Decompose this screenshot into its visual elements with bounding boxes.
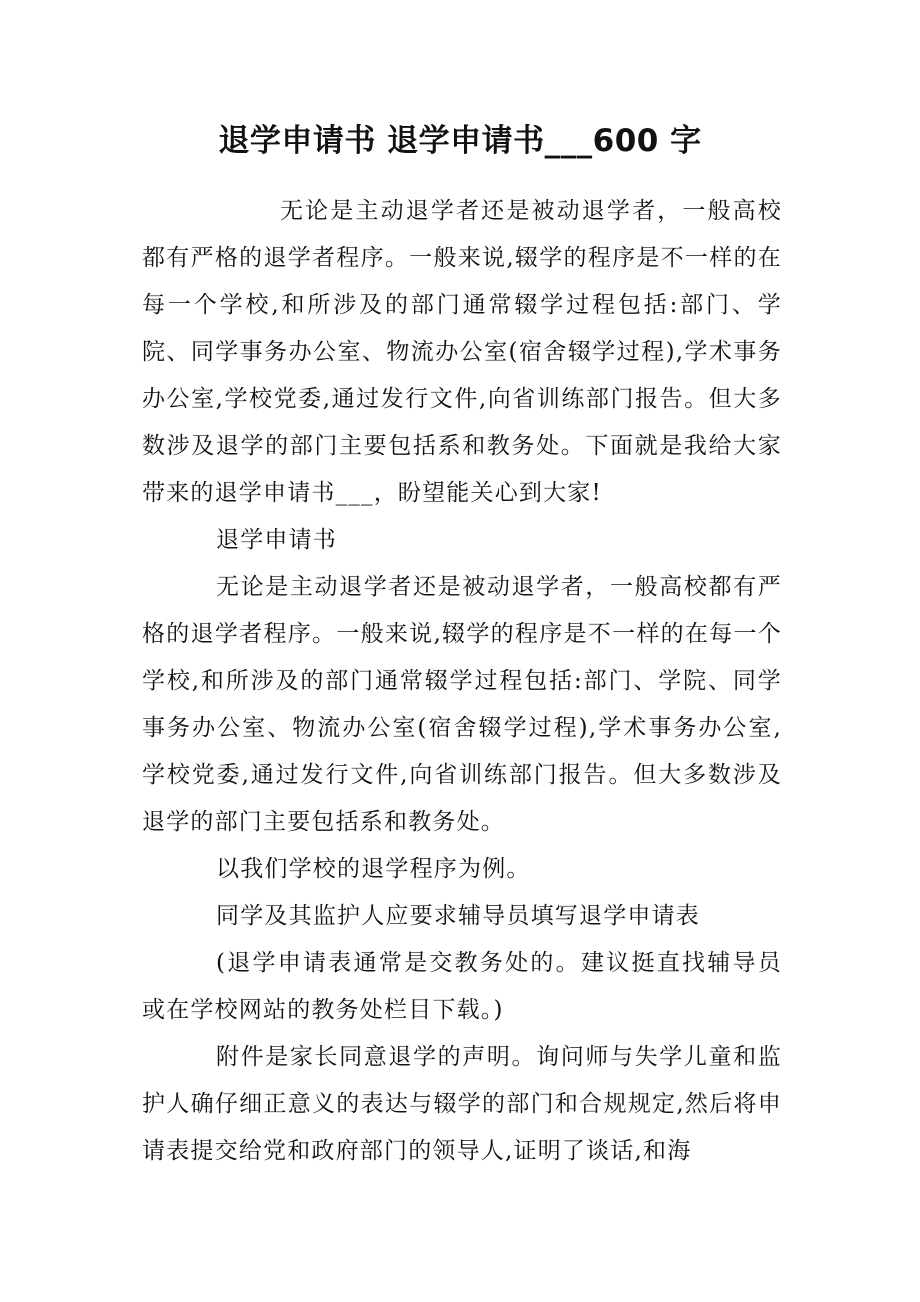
body-paragraph: 同学及其监护人应要求辅导员填写退学申请表 <box>216 903 700 929</box>
intro-paragraph: 无论是主动退学者还是被动退学者，一般高校都有严格的退学者程序。一般来说,辍学的程序是不一样的在每一个学校,和所涉及的部门通常辍学过程包括:部门、学院、同学事务办公室、物流办公室(宿舍辍学过程),学术事务办公室,学校党委,通过发行文件,向省训练部门报告。但大多数涉及退学的部门主要包括系和教务处。下面就是我给大家带来的退学申请书___，盼望能关心到大家! <box>142 198 782 506</box>
body-paragraph: 附件是家长同意退学的声明。询问师与失学儿童和监护人确仔细正意义的表达与辍学的部门和合规规定,然后将申请表提交给党和政府部门的领导人,证明了谈话,和海 <box>142 1044 782 1164</box>
section-heading: 退学申请书 <box>216 527 337 553</box>
body-paragraph: 无论是主动退学者还是被动退学者，一般高校都有严格的退学者程序。一般来说,辍学的程序是不一样的在每一个学校,和所涉及的部门通常辍学过程包括:部门、学院、同学事务办公室、物流办公室(宿舍辍学过程),学术事务办公室,学校党委,通过发行文件,向省训练部门报告。但大多数涉及退学的部门主要包括系和教务处。 <box>142 574 782 835</box>
body-paragraph: (退学申请表通常是交教务处的。建议挺直找辅导员或在学校网站的教务处栏目下载。) <box>142 950 782 1023</box>
document-body <box>142 188 782 1175</box>
document-title: 退学申请书 退学申请书___600 字 <box>218 123 702 159</box>
body-paragraph: 以我们学校的退学程序为例。 <box>216 856 531 882</box>
